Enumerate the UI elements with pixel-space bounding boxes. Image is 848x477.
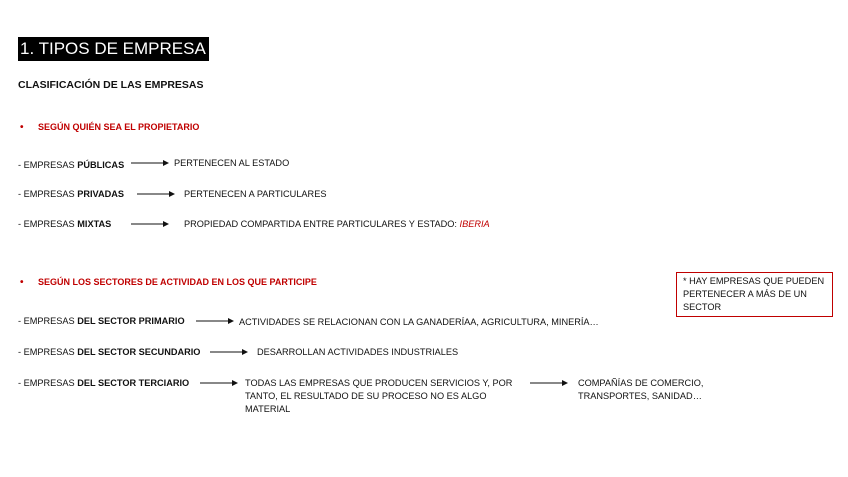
subtitle: CLASIFICACIÓN DE LAS EMPRESAS bbox=[18, 79, 204, 91]
row-terciario bbox=[18, 378, 189, 388]
arrow-icon bbox=[196, 315, 234, 327]
note-box: * HAY EMPRESAS QUE PUEDEN PERTENECER A MÁS DE UN SECTOR bbox=[676, 272, 833, 317]
row-desc bbox=[184, 219, 490, 229]
row-prefix: - EMPRESAS bbox=[18, 316, 78, 326]
arrow-icon bbox=[530, 377, 568, 389]
row-desc: PERTENECEN AL ESTADO bbox=[174, 158, 290, 168]
row-desc: TODAS LAS EMPRESAS QUE PRODUCEN SERVICIOS Y, POR TANTO, EL RESULTADO DE SU PROCESO NO ES ALGO MATERIAL bbox=[245, 378, 513, 414]
row-examples: COMPAÑÍAS DE COMERCIO, TRANSPORTES, SANIDAD… bbox=[578, 378, 704, 401]
row-privadas bbox=[18, 189, 124, 199]
bullet-icon: • bbox=[20, 122, 24, 133]
section2-heading-row bbox=[20, 277, 317, 288]
row-prefix: - EMPRESAS bbox=[18, 189, 78, 199]
slide-title: 1. TIPOS DE EMPRESA bbox=[18, 37, 209, 61]
row-type: DEL SECTOR PRIMARIO bbox=[77, 316, 185, 326]
row-desc: DESARROLLAN ACTIVIDADES INDUSTRIALES bbox=[257, 347, 459, 357]
row-desc: ACTIVIDADES SE RELACIONAN CON LA GANADERÍAA, AGRICULTURA, MINERÍA… bbox=[239, 317, 599, 327]
row-prefix: - EMPRESAS bbox=[18, 219, 78, 229]
row-desc: PERTENECEN A PARTICULARES bbox=[184, 189, 327, 199]
bullet-icon: • bbox=[20, 277, 24, 288]
row-publicas bbox=[18, 160, 124, 170]
row-type: PÚBLICAS bbox=[77, 160, 125, 170]
row-type: DEL SECTOR SECUNDARIO bbox=[77, 347, 201, 357]
row-type: PRIVADAS bbox=[77, 189, 125, 199]
section1-heading: SEGÚN QUIÉN SEA EL PROPIETARIO bbox=[38, 122, 200, 132]
row-prefix: - EMPRESAS bbox=[18, 160, 78, 170]
section1-heading-row bbox=[20, 122, 199, 133]
arrow-icon bbox=[210, 346, 248, 358]
row-prefix: - EMPRESAS bbox=[18, 378, 78, 388]
arrow-icon bbox=[200, 377, 238, 389]
arrow-icon bbox=[137, 188, 175, 200]
row-desc-text: PROPIEDAD COMPARTIDA ENTRE PARTICULARES Y ESTADO: bbox=[184, 219, 460, 229]
arrow-icon bbox=[131, 157, 169, 169]
row-type: DEL SECTOR TERCIARIO bbox=[77, 378, 190, 388]
row-secundario bbox=[18, 347, 200, 357]
arrow-icon bbox=[131, 218, 169, 230]
section2-heading: SEGÚN LOS SECTORES DE ACTIVIDAD EN LOS QUE PARTICIPE bbox=[38, 277, 317, 287]
row-mixtas bbox=[18, 219, 111, 229]
row-primario bbox=[18, 316, 185, 326]
row-prefix: - EMPRESAS bbox=[18, 347, 78, 357]
example-iberia: IBERIA bbox=[459, 219, 490, 229]
row-type: MIXTAS bbox=[77, 219, 112, 229]
